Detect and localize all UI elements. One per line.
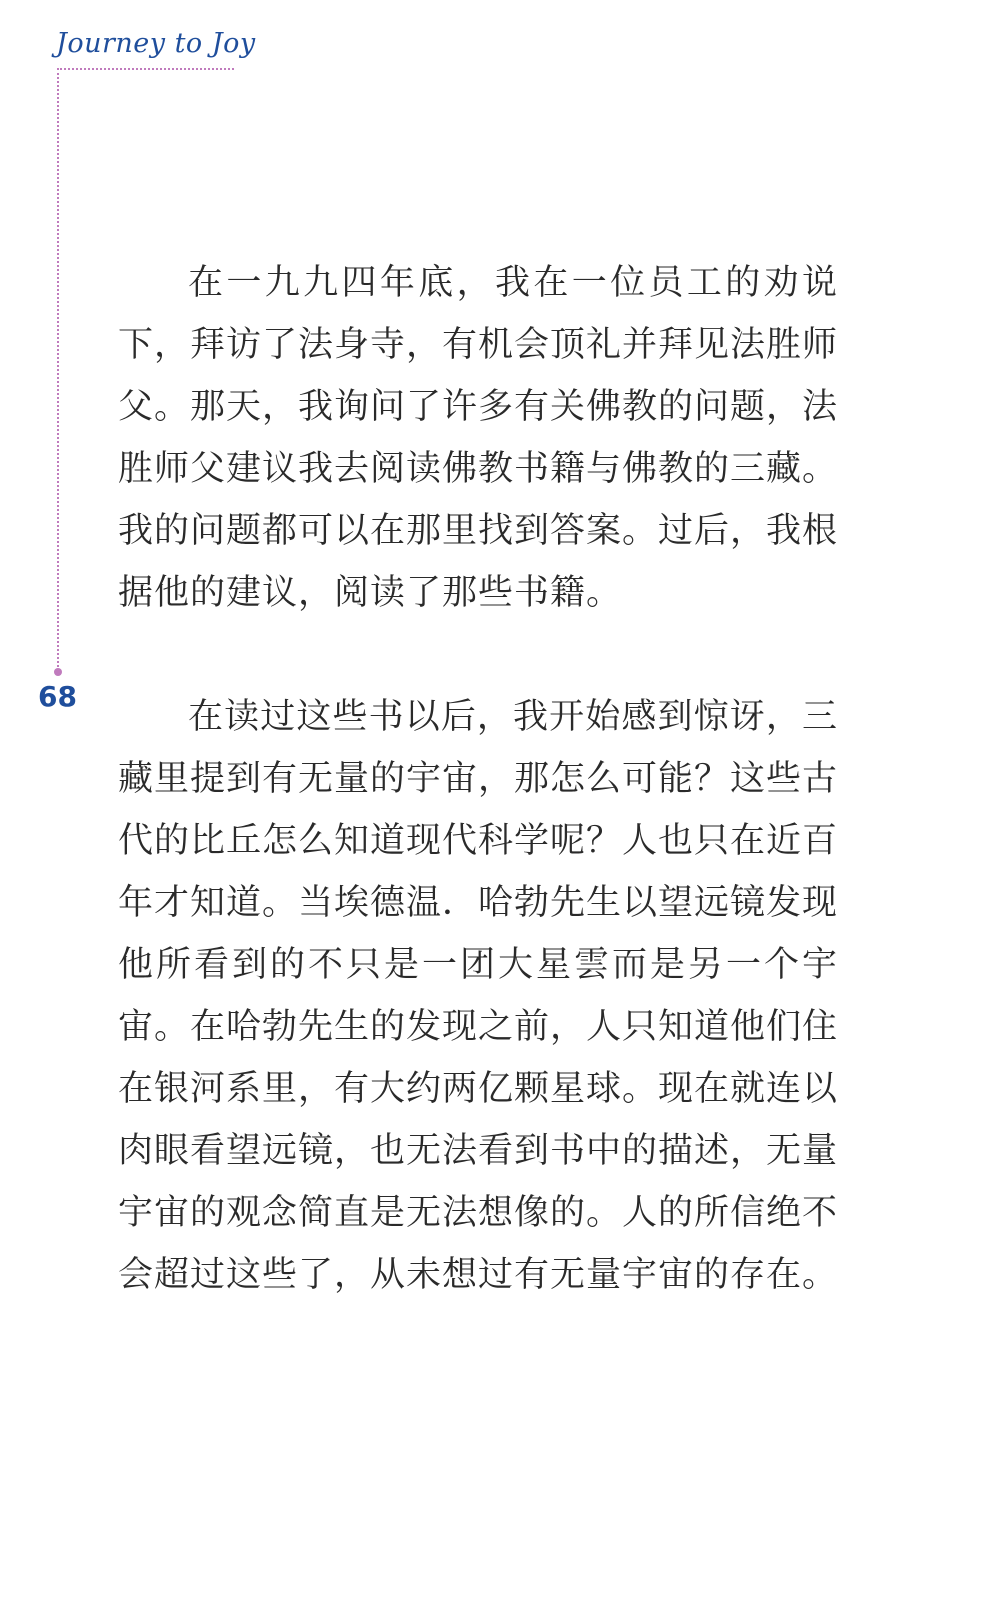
book-title: Journey to Joy xyxy=(56,28,256,59)
page-number: 68 xyxy=(38,680,77,713)
paragraph: 在读过这些书以后，我开始感到惊讶，三藏里提到有无量的宇宙，那怎么可能？这些古代的比丘怎么知道现代科学呢？人也只在近百年才知道。当埃德温．哈勃先生以望远镜发现他所看到的不只是一团大星雲而是另一个宇宙。在哈勃先生的发现之前，人只知道他们住在银河系里，有大约两亿颗星球。现在就连以肉眼看望远镜，也无法看到书中的描述，无量宇宙的观念简直是无法想像的。人的所信绝不会超过这些了，从未想过有无量宇宙的存在。 xyxy=(118,697,839,1295)
body-text xyxy=(118,252,838,1306)
decorative-dotted-line-vertical xyxy=(57,68,59,671)
decorative-dot xyxy=(54,668,62,676)
paragraph: 在一九九四年底，我在一位员工的劝说下，拜访了法身寺，有机会顶礼并拜见法胜师父。那天，我询问了许多有关佛教的问题，法胜师父建议我去阅读佛教书籍与佛教的三藏。我的问题都可以在那里找到答案。过后，我根据他的建议，阅读了那些书籍。 xyxy=(118,263,839,613)
decorative-dotted-line-horizontal xyxy=(57,68,234,70)
